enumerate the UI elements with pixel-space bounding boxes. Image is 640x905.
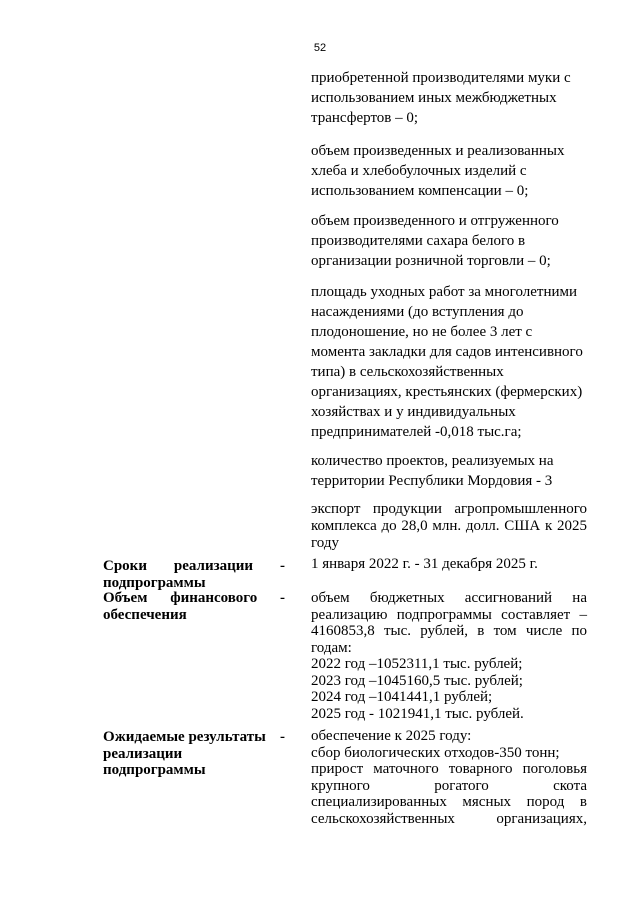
paragraph-text: объем произведенных и реализованных хлеба и хлебобулочных изделий с использованием компенсации – 0; — [311, 143, 565, 199]
timeline-label — [103, 558, 285, 591]
funding-intro-line: объем бюджетных ассигнований на — [311, 590, 587, 606]
funding-label — [103, 590, 285, 623]
results-value — [311, 728, 587, 827]
results-line: сбор биологических отходов-350 тонн; — [311, 744, 560, 761]
label-word: реализации — [173, 558, 254, 574]
continuation-paragraph-export — [311, 501, 587, 552]
continuation-paragraph-projects — [311, 451, 587, 491]
label-word: финансового — [170, 590, 258, 606]
label-dash: - — [280, 729, 285, 745]
label-word: Объем — [103, 590, 148, 606]
continuation-paragraph-orchards — [311, 282, 587, 442]
funding-intro-line: годам: — [311, 639, 352, 656]
continuation-paragraph-bread — [311, 141, 587, 201]
results-line: прирост маточного товарного поголовья — [311, 761, 587, 777]
paragraph-text: количество проектов, реализуемых на территории Республики Мордовия - 3 — [311, 453, 554, 489]
paragraph-text: приобретенной производителями муки с использованием иных межбюджетных трансфертов – 0; — [311, 70, 571, 126]
label-dash: - — [280, 558, 285, 574]
results-line: специализированных мясных пород в — [311, 794, 587, 810]
label-dash: - — [279, 590, 285, 606]
label-word: Сроки — [103, 558, 147, 574]
timeline-dates: 1 января 2022 г. - 31 декабря 2025 г. — [311, 556, 538, 572]
label-word: подпрограммы — [103, 762, 206, 778]
label-word: подпрограммы — [103, 574, 206, 591]
results-label — [103, 729, 285, 779]
paragraph-text: экспорт продукции агропромышленного комплекса до 28,0 млн. долл. США к 2025 году — [311, 501, 587, 551]
results-line: сельскохозяйственных организациях, — [311, 810, 587, 827]
funding-year-line: 2022 год –1052311,1 тыс. рублей; — [311, 656, 523, 672]
funding-intro-line: реализацию подпрограммы составляет – — [311, 606, 587, 623]
results-line: крупного рогатого скота — [311, 777, 587, 794]
label-word: обеспечения — [103, 606, 187, 623]
label-word: реализации — [103, 745, 183, 762]
continuation-paragraph-sugar — [311, 211, 587, 271]
page-number: 52 — [313, 42, 327, 54]
label-word: Ожидаемые результаты — [103, 729, 266, 745]
funding-value — [311, 590, 587, 722]
funding-year-line: 2025 год - 1021941,1 тыс. рублей. — [311, 705, 524, 722]
funding-intro-line: 4160853,8 тыс. рублей, в том числе по — [311, 623, 587, 639]
funding-year-line: 2023 год –1045160,5 тыс. рублей; — [311, 672, 523, 689]
paragraph-text: объем произведенного и отгруженного производителями сахара белого в организации розничной торговли – 0; — [311, 213, 559, 269]
paragraph-text: площадь уходных работ за многолетними насаждениями (до вступления до плодоношение, но не более 3 лет с момента закладки для садов интенсивного типа) в сельскохозяйственных организациях, крестьянских (фермерских) хозяйствах и у индивидуальных предпринимателей -0,018 тыс.га; — [311, 284, 583, 440]
funding-year-line: 2024 год –1041441,1 рублей; — [311, 689, 493, 705]
timeline-value — [311, 556, 587, 573]
continuation-paragraph-flour-transfers — [311, 68, 587, 128]
results-line: обеспечение к 2025 году: — [311, 728, 472, 744]
